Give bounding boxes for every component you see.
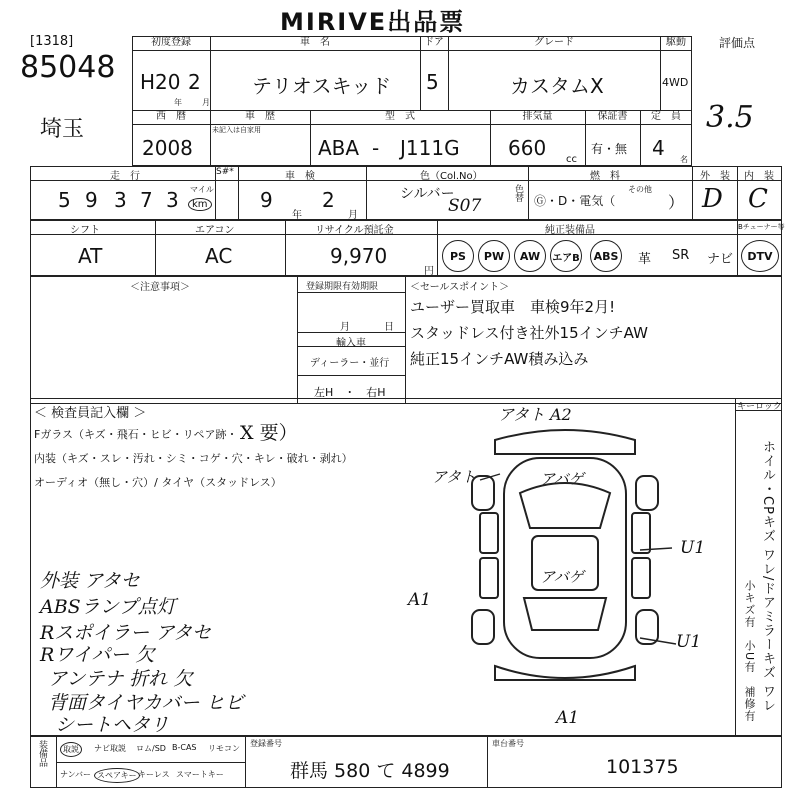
- equip-navi: ナビ: [707, 252, 734, 267]
- header-equipment: 純正装備品: [545, 225, 595, 236]
- notes-grid: [30, 276, 782, 404]
- deadline-day: 日: [384, 322, 394, 333]
- mileage-digit-3: 3: [114, 188, 127, 212]
- header-reg-deadline: 登録期限有効期限: [306, 282, 379, 292]
- shaken-month-label: 月: [348, 210, 358, 221]
- inspector-line-glass: Fガラス（キズ・飛石・ヒビ・リペア跡・: [34, 428, 238, 441]
- note-6: 背面タイヤカバー ヒビ: [48, 692, 244, 714]
- bottom-item-number: ナンバー: [60, 770, 92, 779]
- history-note: 未記入は自家用: [212, 126, 261, 134]
- shaken-month: 2: [322, 188, 335, 212]
- header-interior: 内 装: [744, 171, 774, 182]
- bottom-item-manual: 取説: [60, 742, 82, 757]
- exterior-grade: D: [702, 184, 723, 214]
- reg-month: 2: [188, 70, 201, 94]
- fuel-types: Ⓖ・D・電気（: [534, 194, 616, 208]
- equip-sr: SR: [672, 248, 690, 263]
- bottom-item-rom: ロム/SD: [136, 744, 166, 753]
- header-import: 輸入車: [336, 338, 366, 349]
- mileage-digit-1: 5: [58, 188, 71, 212]
- header-drive: 駆動: [660, 36, 692, 51]
- header-inspector: ＜ 検査員記入欄 ＞: [34, 406, 147, 421]
- bottom-left-label: 装備品: [37, 740, 47, 767]
- reg-era: H20: [140, 70, 181, 94]
- grade-value: カスタムX: [510, 74, 604, 98]
- lot-number: 85048: [20, 50, 116, 85]
- header-notes: ＜注意事項＞: [130, 282, 190, 293]
- note-3: Rスポイラー アタセ: [40, 622, 212, 644]
- inspector-line-interior: 内装（キズ・スレ・汚れ・シミ・コゲ・穴・キレ・破れ・剥れ）: [34, 452, 353, 465]
- vertical-small-u: 小U有: [743, 640, 756, 674]
- header-western: 西 暦: [132, 110, 210, 125]
- color-name: シルバー: [400, 186, 455, 202]
- header-displacement: 排気量: [490, 110, 585, 125]
- header-first-reg: 初度登録: [132, 36, 210, 51]
- reg-year-label: 年: [174, 98, 182, 107]
- diag-label-left-side: A1: [408, 590, 432, 610]
- header-capacity: 定 員: [640, 110, 692, 125]
- prefecture: 埼玉: [40, 117, 85, 142]
- mileage-digit-2: 9: [85, 188, 98, 212]
- model-prefix: ABA: [318, 136, 360, 160]
- header-exterior: 外 装: [700, 171, 730, 182]
- lot-bracket: [1318]: [30, 34, 74, 49]
- header-recycle: リサイクル預託金: [315, 225, 394, 236]
- shaken-year-label: 年: [292, 210, 302, 221]
- drive-value: 4WD: [662, 76, 689, 89]
- mileage-digit-4: 7: [140, 188, 153, 212]
- color-code: S07: [448, 196, 482, 216]
- header-s-number: S#*: [216, 167, 234, 177]
- equip-aw: AW: [514, 240, 546, 272]
- header-model: 型 式: [310, 110, 490, 125]
- equip-ps: PS: [442, 240, 474, 272]
- shift-value: AT: [78, 244, 103, 268]
- model-dash: -: [372, 136, 380, 160]
- diag-label-left-front: アタト: [432, 468, 476, 486]
- vertical-repaired: 補修有: [743, 686, 756, 722]
- chassis-number: 101375: [606, 756, 679, 778]
- header-shaken: 車 検: [285, 171, 315, 182]
- equip-airbag: エアB: [550, 240, 582, 272]
- header-car-name: 車 名: [210, 36, 420, 51]
- rating-value: 3.5: [706, 100, 754, 135]
- aircon-value: AC: [205, 244, 233, 268]
- equip-leather: 革: [638, 252, 652, 267]
- bottom-item-remote: リモコン: [208, 744, 240, 753]
- note-7: シートヘタリ: [55, 714, 170, 736]
- mileage-unit-km: km: [188, 198, 212, 211]
- capacity-value: 4: [652, 136, 665, 160]
- car-name: テリオスキッド: [252, 74, 392, 98]
- fuel-other: その他: [628, 185, 652, 194]
- equip-abs: ABS: [590, 240, 622, 272]
- recycle-value: 9,970: [330, 244, 388, 268]
- recycle-yen: 円: [424, 266, 434, 277]
- model-code: J111G: [400, 136, 460, 160]
- sales-point-2: スタッドレス付き社外15インチAW: [410, 324, 648, 342]
- header-grade: グレード: [448, 36, 660, 51]
- note-5: アンテナ 折れ 欠: [48, 668, 193, 690]
- reg-month-label: 月: [202, 98, 210, 107]
- header-sales-point: ＜セールスポイント＞: [410, 282, 510, 293]
- glass-mark: X 要）: [240, 422, 298, 444]
- header-tuner: Bチューナー等: [738, 223, 785, 231]
- equip-pw: PW: [478, 240, 510, 272]
- note-2: ABSランプ点灯: [40, 596, 176, 618]
- bottom-item-bcas: B-CAS: [172, 743, 197, 752]
- doors-value: 5: [426, 70, 439, 94]
- diag-label-roof: アバゲ: [540, 568, 584, 586]
- shaken-year: 9: [260, 188, 273, 212]
- header-plate: 登録番号: [250, 739, 282, 748]
- equip-dtv: DTV: [741, 240, 779, 272]
- bottom-item-smart-key: スマートキー: [176, 770, 224, 779]
- equipment-grid: [30, 220, 782, 276]
- cc-label: cc: [566, 154, 577, 165]
- mileage-unit-top: マイル: [190, 185, 214, 194]
- header-color: 色（Col.No）: [420, 171, 483, 182]
- header-rating: 評価点: [718, 36, 755, 50]
- color-change-label: 色替: [513, 184, 523, 202]
- header-fuel: 燃 料: [590, 171, 620, 182]
- diag-label-right-lower: U1: [676, 632, 702, 652]
- inspector-line-audio: オーディオ（無し・穴）/ タイヤ（スタッドレス）: [34, 476, 282, 489]
- bottom-item-spare-key: スペアキー: [94, 768, 140, 783]
- fuel-close: ）: [668, 193, 685, 212]
- warranty-value: 有・無: [591, 142, 628, 156]
- diag-label-top: アタト A2: [498, 405, 572, 424]
- header-key-lock: キーロック: [737, 402, 782, 412]
- sales-point-3: 純正15インチAW積み込み: [410, 350, 589, 368]
- header-aircon: エアコン: [195, 225, 235, 236]
- deadline-month: 月: [340, 322, 350, 333]
- dealer-parallel: ディーラー・並行: [310, 358, 390, 369]
- year-value: 2008: [142, 136, 193, 160]
- form-title: MIRIVE出品票: [280, 8, 466, 36]
- header-doors: ドア: [420, 36, 448, 51]
- plate-number: 群馬 580 て 4899: [290, 760, 450, 782]
- bottom-item-navi-manual: ナビ取説: [94, 744, 126, 753]
- header-history: 車 歴: [210, 110, 310, 125]
- header-mileage: 走 行: [110, 171, 140, 182]
- header-shift: シフト: [70, 225, 100, 236]
- mileage-digit-5: 3: [166, 188, 179, 212]
- diag-label-bottom: A1: [556, 708, 580, 728]
- header-warranty: 保証書: [585, 110, 640, 125]
- displacement-value: 660: [508, 136, 547, 160]
- vertical-small-scratch: 小キズ有: [743, 580, 756, 628]
- interior-grade: C: [748, 184, 768, 214]
- steering-side: 左H ・ 右H: [314, 386, 386, 399]
- vertical-damage-legend: ホイル・CPキズ ワレ/ドアミラーキズ ワレ: [760, 440, 775, 713]
- diag-label-bonnet: アバゲ: [540, 470, 584, 488]
- capacity-unit: 名: [680, 155, 688, 164]
- header-chassis: 車台番号: [492, 739, 524, 748]
- bottom-item-keyless: キーレス: [138, 770, 170, 779]
- note-4: Rワイパー 欠: [40, 644, 155, 666]
- diag-label-right-upper: U1: [680, 538, 706, 558]
- note-1: 外装 アタセ: [40, 570, 140, 592]
- sales-point-1: ユーザー買取車 車検9年2月!: [410, 298, 616, 316]
